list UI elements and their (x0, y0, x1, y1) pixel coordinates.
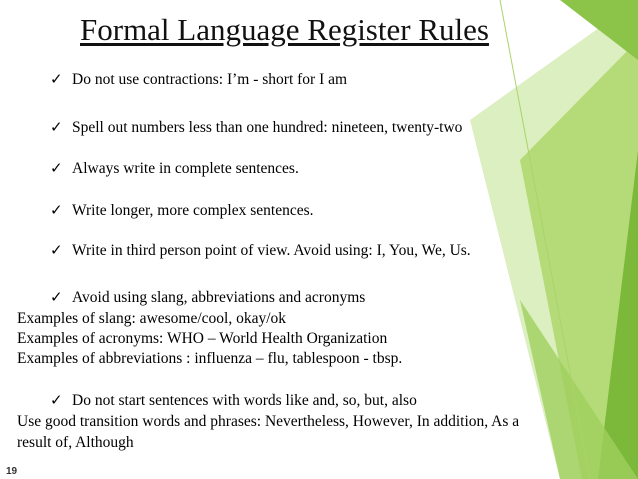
bullet-item (50, 201, 314, 220)
slide-title: Formal Language Register Rules (80, 12, 489, 47)
checkmark-icon: ✓ (50, 201, 63, 219)
bullet-item (50, 118, 462, 137)
bullet-text: Write in third person point of view. Avoid using: I, You, We, Us. (72, 242, 471, 259)
example-abbreviations: Examples of abbreviations : influenza – flu, tablespoon - tbsp. (17, 350, 403, 367)
checkmark-icon: ✓ (50, 288, 63, 306)
bullet-text: Avoid using slang, abbreviations and acronyms (72, 289, 366, 306)
bullet-item (50, 241, 471, 260)
bullet-item (50, 288, 365, 307)
checkmark-icon: ✓ (50, 159, 63, 177)
example-slang: Examples of slang: awesome/cool, okay/ok (17, 310, 287, 327)
page-number: 19 (6, 466, 18, 477)
bullet-text: Do not use contractions: I’m - short for I am (72, 71, 348, 88)
transition-text-line-2: result of, Although (17, 434, 134, 451)
checkmark-icon: ✓ (50, 391, 63, 409)
checkmark-icon: ✓ (50, 118, 63, 136)
bullet-item (50, 391, 417, 410)
bullet-text: Write longer, more complex sentences. (72, 202, 314, 219)
transition-text-line-1: Use good transition words and phrases: Nevertheless, However, In addition, As a (17, 413, 520, 430)
checkmark-icon: ✓ (50, 70, 63, 88)
bullet-text: Do not start sentences with words like and, so, but, also (72, 392, 417, 409)
bullet-item (50, 70, 347, 89)
bullet-item (50, 159, 299, 178)
checkmark-icon: ✓ (50, 241, 63, 259)
bullet-text: Spell out numbers less than one hundred: nineteen, twenty-two (72, 119, 463, 136)
bullet-text: Always write in complete sentences. (72, 160, 299, 177)
example-acronyms: Examples of acronyms: WHO – World Health Organization (17, 330, 388, 347)
